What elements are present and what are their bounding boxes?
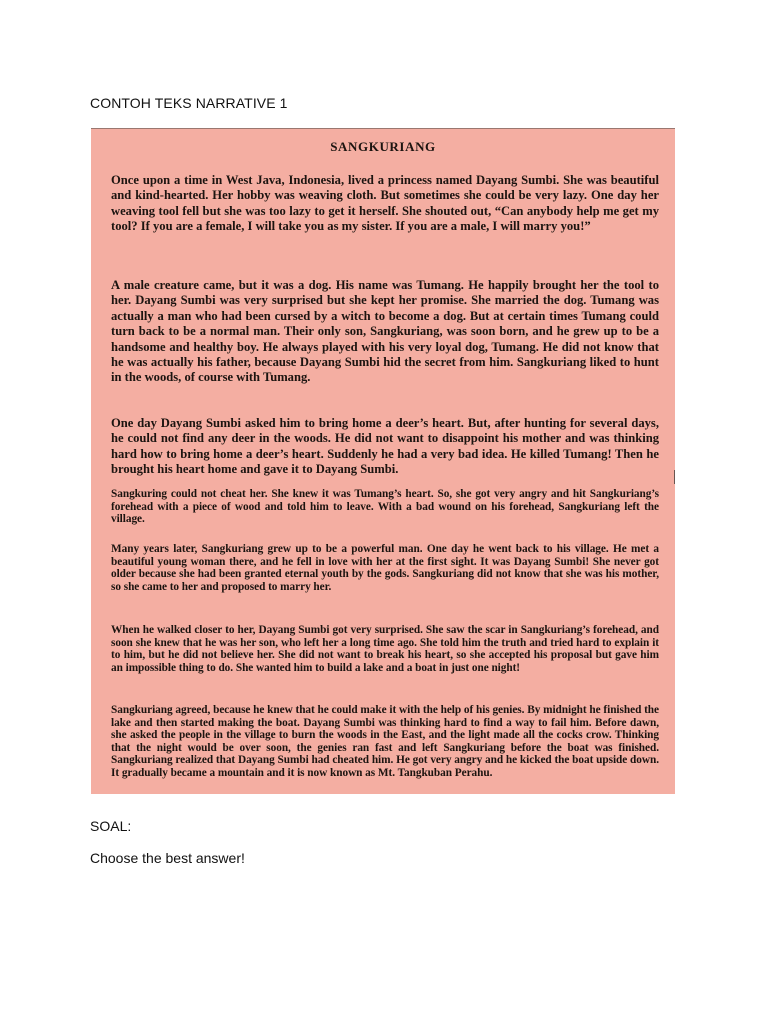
instruction-text: Choose the best answer! [90,850,245,866]
section-label: SOAL: [90,818,132,834]
story-title: SANGKURIANG [330,139,436,154]
story-scan-image [91,128,675,794]
scan-edge-mark [674,470,675,484]
story-paragraph-6: When he walked closer to her, Dayang Sumbi got very surprised. She saw the scar in Sangkuriang’s forehead, and soon she knew that he was her son, who left her a long time ago. She told him the truth and tried hard to explain it to him, but he did not believe her. She did not want to break his heart, so she accepted his proposal but gave him an impossible thing to do. She wanted him to build a lake and a boat in just one night! [111,624,659,674]
story-paragraph-3: One day Dayang Sumbi asked him to bring home a deer’s heart. But, after hunting for several days, he could not find any deer in the woods. He did not want to disappoint his mother and was thinking hard how to bring home a deer’s heart. Suddenly he had a very bad idea. He killed Tumang! Then he brought his heart home and gave it to Dayang Sumbi. [111,416,659,477]
story-paragraph-5: Many years later, Sangkuriang grew up to be a powerful man. One day he went back to his village. He met a beautiful young woman there, and he fell in love with her at the first sight. It was Dayang Sumbi! She never got older because she had been granted eternal youth by the gods. Sangkuriang did not know that she was his mother, so she came to her and proposed to marry her. [111,543,659,593]
story-paragraph-2: A male creature came, but it was a dog. His name was Tumang. He happily brought her the tool to her. Dayang Sumbi was very surprised but she kept her promise. She married the dog. Tumang was actually a man who had been cursed by a witch to become a dog. But at certain times Tumang could turn back to be a normal man. Their only son, Sangkuriang, was soon born, and he grew up to be a handsome and healthy boy. He always played with his very loyal dog, Tumang. He did not know that he was actually his father, because Dayang Sumbi hid the secret from him. Sangkuriang liked to hunt in the woods, of course with Tumang. [111,278,659,385]
document-heading: CONTOH TEKS NARRATIVE 1 [90,95,288,111]
story-paragraph-4: Sangkuring could not cheat her. She knew it was Tumang’s heart. So, she got very angry and hit Sangkuriang’s forehead with a piece of wood and told him to leave. With a bad wound on his forehead, Sangkuriang left the village. [111,488,659,526]
story-paragraph-1: Once upon a time in West Java, Indonesia, lived a princess named Dayang Sumbi. She was beautiful and kind-hearted. Her hobby was weaving cloth. But sometimes she could be very lazy. One day her weaving tool fell but she was too lazy to get it herself. She shouted out, “Can anybody help me get my tool? If you are a female, I will take you as my sister. If you are a male, I will marry you!” [111,173,659,234]
story-paragraph-7: Sangkuriang agreed, because he knew that he could make it with the help of his genies. By midnight he finished the lake and then started making the boat. Dayang Sumbi was thinking hard to find a way to fail him. Before dawn, she asked the people in the village to burn the woods in the East, and the light made all the cocks crow. Thinking that the night would be over soon, the genies ran fast and left Sangkuriang before the boat was finished. Sangkuriang realized that Dayang Sumbi had cheated him. He got very angry and he kicked the boat upside down. It gradually became a mountain and it is now known as Mt. Tangkuban Perahu. [111,704,659,779]
